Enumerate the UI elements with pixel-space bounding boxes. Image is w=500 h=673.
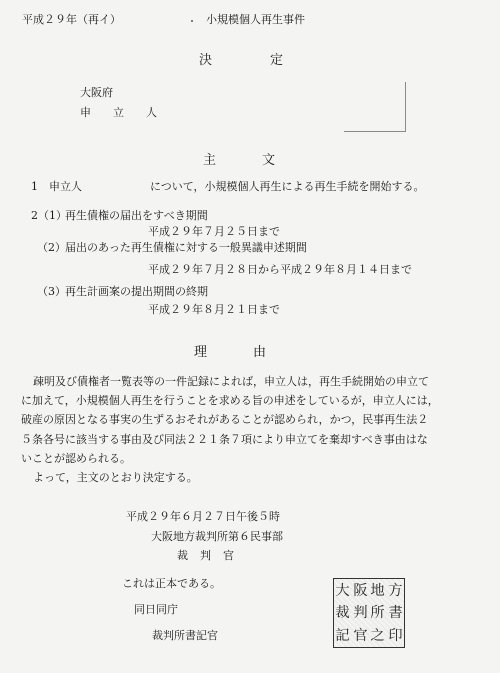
redaction-bracket-vertical	[405, 82, 406, 132]
seal-glyph: 所	[370, 603, 385, 622]
seal-glyph: 印	[388, 626, 403, 644]
reason-conclusion: よって，主文のとおり決定する。	[33, 471, 198, 484]
reason-line: ５条各号に該当する事由及び同法２２１条７項により申立てを棄却すべき事由はな	[21, 433, 428, 446]
document-title: 決定	[199, 53, 342, 68]
judge-title: 裁判官	[177, 549, 246, 562]
item2-1-date: 平成２９年７月２５日まで	[148, 225, 280, 238]
seal-glyph: 地	[370, 581, 385, 599]
certified-copy-note: これは正本である。	[122, 577, 221, 590]
main-text-heading: 主文	[203, 153, 322, 168]
item2-3-label: （3）	[37, 285, 66, 298]
item2-3-text: 再生計画案の提出期間の終期	[65, 285, 208, 298]
header-dot	[191, 20, 193, 22]
seal-glyph: 記	[335, 626, 350, 644]
seal-glyph: 書	[388, 603, 403, 622]
item1-text: について，小規模個人再生による再生手続を開始する。	[150, 180, 425, 193]
court-name: 大阪地方裁判所第６民事部	[151, 530, 283, 543]
seal-glyph: 官	[353, 626, 368, 644]
item1-label: 1 申立人	[31, 180, 82, 193]
item2-2-label: （2）	[37, 241, 66, 254]
court-seal-stamp	[333, 578, 405, 648]
seal-glyph: 裁	[335, 603, 350, 622]
item2-3-date: 平成２９年８月２１日まで	[148, 303, 280, 316]
reason-line: に加えて，小規模個人再生を行うことを求める旨の申述をしているが，申立人には，	[21, 394, 439, 407]
party-label: 申立人	[80, 106, 179, 119]
seal-glyph: 大	[335, 581, 350, 599]
item2-1-text: 再生債権の届出をすべき期間	[65, 209, 208, 222]
seal-glyph: 之	[370, 626, 385, 644]
reason-line: 疎明及び債権者一覧表等の一件記録によれば，申立人は，再生手続開始の申立て	[33, 375, 429, 388]
item2-2-date: 平成２９年７月２８日から平成２９年８月１４日まで	[148, 263, 412, 276]
seal-glyph: 方	[388, 581, 403, 599]
decision-datetime: 平成２９年６月２７日午後５時	[126, 510, 280, 523]
item2-2-text: 届出のあった再生債権に対する一般異議申述期間	[65, 241, 307, 254]
same-day-court: 同日同庁	[134, 603, 178, 616]
redaction-bracket-horizontal	[344, 131, 406, 132]
reason-line: いことが認められる。	[21, 452, 131, 465]
case-number: 平成２９年（再イ）	[22, 13, 121, 26]
seal-glyph: 判	[353, 603, 368, 622]
seal-glyph: 阪	[353, 581, 368, 599]
item2-1-label: 2（1）	[31, 209, 67, 222]
reasons-heading: 理由	[194, 345, 313, 360]
party-prefecture: 大阪府	[80, 86, 113, 99]
case-name: 小規模個人再生事件	[206, 13, 305, 26]
reason-line: 破産の原因となる事実の生ずるおそれがあることが認められ，かつ，民事再生法２	[21, 413, 429, 426]
court-clerk-title: 裁判所書記官	[152, 629, 218, 642]
